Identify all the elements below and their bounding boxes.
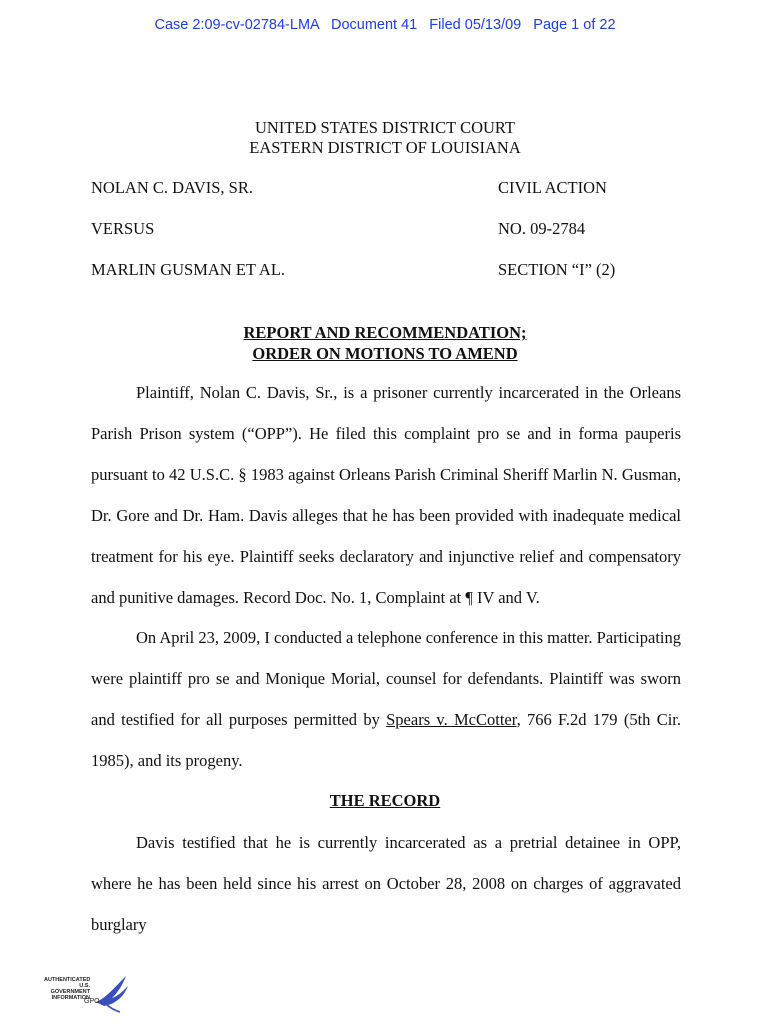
paragraph-2-before: On April 23, 2009, I conducted a telephone conference in this matter. Participating were plaintiff pro se and Monique Morial, counsel for defendants. Plaintiff was sworn and testified for all purposes permitted by [91, 628, 681, 729]
gpo-eagle-icon [92, 972, 132, 1016]
section-heading-record: THE RECORD [329, 791, 441, 810]
versus-label: VERSUS [91, 219, 155, 238]
plaintiff-name: NOLAN C. DAVIS, SR. [91, 178, 253, 197]
section-label: SECTION “I” (2) [498, 260, 616, 279]
body-paragraph-1 [91, 372, 681, 618]
paragraph-2-after: , 766 F.2d 179 (5th Cir. 1985), and its progeny. [91, 710, 682, 770]
case-number: NO. 09-2784 [498, 219, 586, 238]
paragraph-1-text: Plaintiff, Nolan C. Davis, Sr., is a prisoner currently incarcerated in the Orleans Parish Prison system (“OPP”). He filed this complaint pro se and in forma pauperis pursuant to 42 U.S.C. § 1983 against Orleans Parish Criminal Sheriff Marlin N. Gusman, Dr. Gore and Dr. Ham. Davis alleges that he has been provided with inadequate medical treatment for his eye. Plaintiff seeks declaratory and injunctive relief and compensatory and punitive damages. Record Doc. No. 1, Complaint at ¶ IV and V. [91, 383, 681, 607]
case-header-stamp: Case 2:09-cv-02784-LMA Document 41 Filed 05/13/09 Page 1 of 22 [154, 17, 616, 33]
gpo-label: GPO [84, 998, 100, 1005]
gpo-logo-text: AUTHENTICATED U.S. GOVERNMENT INFORMATION [44, 977, 91, 1001]
court-name [0, 118, 770, 158]
gpo-authentication-logo [44, 972, 134, 1016]
body-paragraph-3 [91, 822, 681, 945]
title-line-1: REPORT AND RECOMMENDATION; [243, 323, 527, 342]
paragraph-2-text [91, 617, 681, 781]
court-line-1: UNITED STATES DISTRICT COURT [254, 118, 515, 137]
civil-action-label: CIVIL ACTION [498, 178, 607, 197]
title-line-2: ORDER ON MOTIONS TO AMEND [252, 344, 518, 363]
body-paragraph-2 [91, 617, 681, 781]
paragraph-3-text: Davis testified that he is currently incarcerated as a pretrial detainee in OPP, where he has been held since his arrest on October 28, 2008 on charges of aggravated burglary [91, 833, 681, 934]
case-citation: Spears v. McCotter [386, 710, 517, 729]
defendant-name: MARLIN GUSMAN ET AL. [91, 260, 286, 279]
court-line-2: EASTERN DISTRICT OF LOUISIANA [249, 138, 521, 157]
document-title [0, 322, 770, 364]
